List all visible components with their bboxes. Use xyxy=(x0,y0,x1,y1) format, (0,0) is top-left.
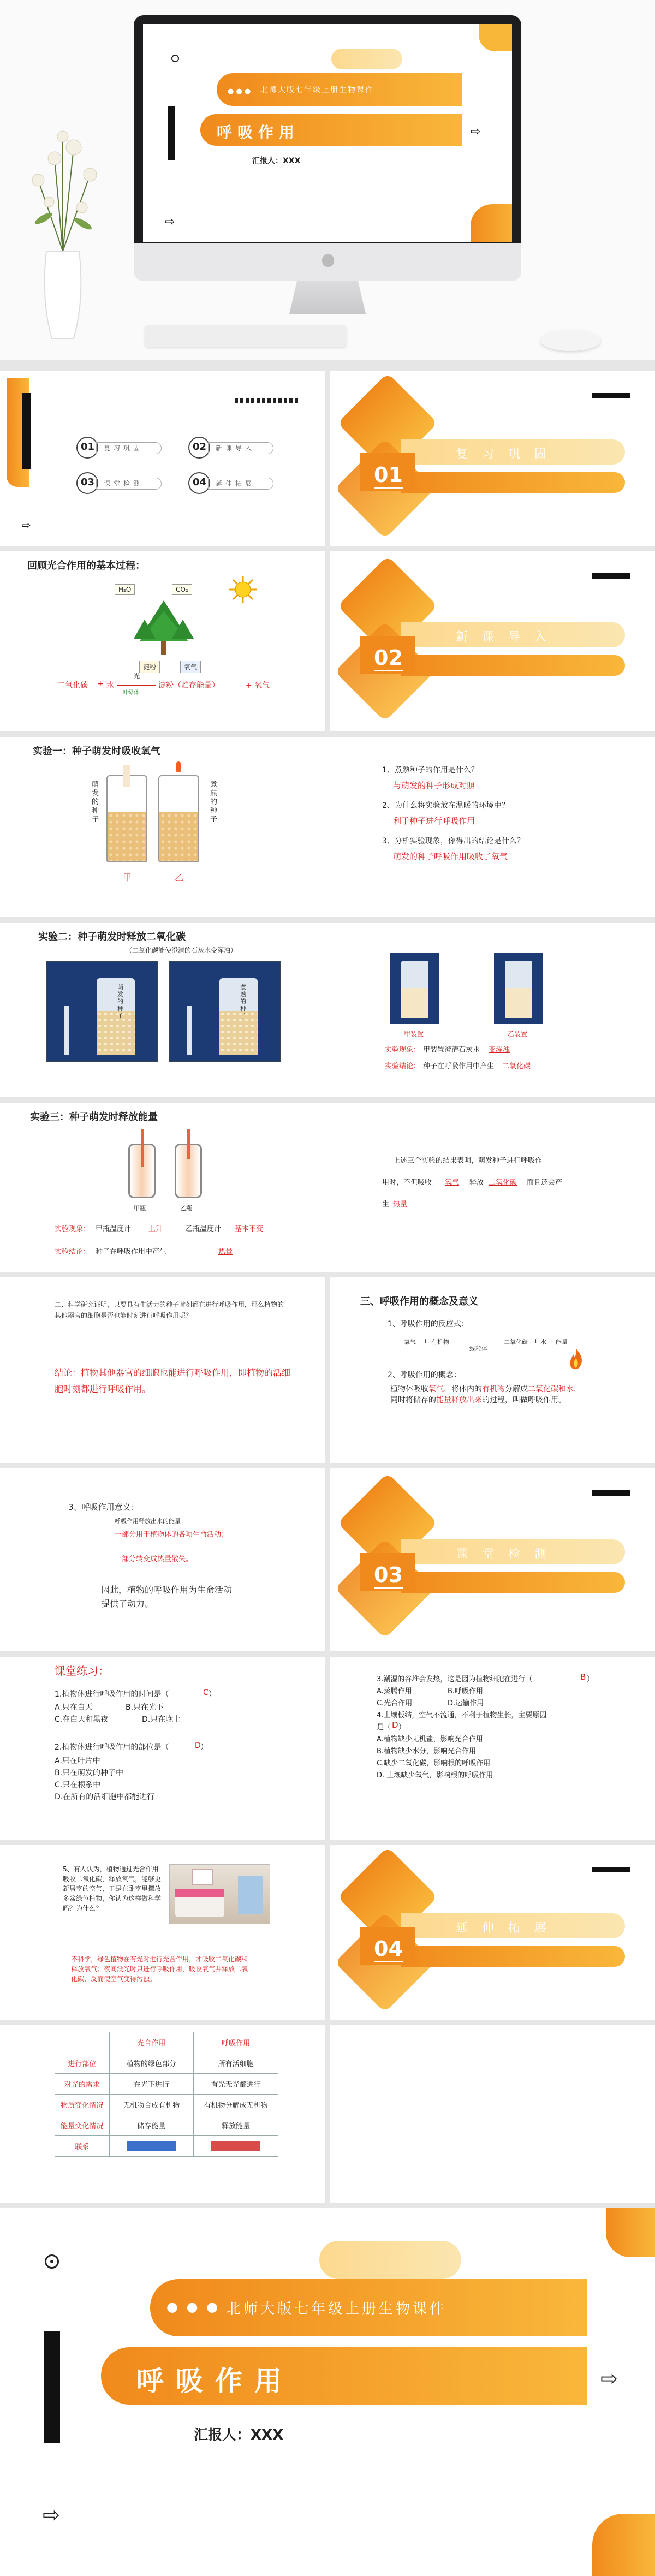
keyboard xyxy=(145,325,347,347)
thermos-a xyxy=(128,1144,156,1198)
compare-table xyxy=(55,2032,278,2157)
cover-title: 呼吸作用 xyxy=(217,123,300,141)
section-01-slide xyxy=(330,371,655,546)
target-icon xyxy=(171,55,179,62)
exp3-slide: 实验三：种子萌发时释放能量 甲瓶 乙瓶 实验现象： 甲瓶温度计 上升 乙瓶温度计 基本不变 实验结论： 种子在呼吸作用中产生 热量 上述三个实验的结果表明，萌发种子进行呼吸作 用时，不但吸收 氧气 释放 二氧化碳 而且还会产 生 热量 xyxy=(0,1103,655,1272)
toc-dots xyxy=(235,398,300,403)
cover-reporter: 汇报人：XXX xyxy=(252,157,301,165)
monitor-screen xyxy=(143,24,512,242)
section-02-slide xyxy=(330,551,655,731)
section-04-slide xyxy=(330,1845,655,2020)
exp1-jar-right xyxy=(158,775,199,862)
target-icon xyxy=(45,2254,59,2269)
cover-top-pill xyxy=(331,49,402,69)
bedroom-photo xyxy=(169,1864,270,1924)
compare-slide xyxy=(0,2025,325,2203)
corner-shape-tr xyxy=(479,24,512,51)
slide12: 5、有人认为，植物通过光合作用吸收二氧化碳，释放氧气，能够更新居室的空气，于是在卧室里摆放多盆绿色植物，你认为这样做科学吗？为什么？ 不科学，绿色植物在有光时进行光合作用，才吸收二氧化碳和释放氧气；夜间没光时只进行呼吸作用，吸收氧气并释放二氧化碳，反而使空气变得污浊。 xyxy=(0,1845,325,2020)
section-number: 03 xyxy=(374,1563,403,1589)
table-row: 能量变化情况 储存能量 释放能量 xyxy=(55,2115,278,2136)
toc-item-03: 03 课堂检测 xyxy=(76,472,169,494)
section-number: 04 xyxy=(374,1937,403,1962)
black-bar xyxy=(168,106,175,160)
corner-shape-br xyxy=(471,204,512,242)
section-03-slide xyxy=(330,1468,655,1651)
tree-icon xyxy=(134,598,194,658)
exp2-photo-4 xyxy=(494,953,543,1024)
thermos-b xyxy=(175,1144,202,1198)
blank-slide xyxy=(330,2025,655,2203)
exp2-photo-3 xyxy=(390,953,439,1024)
exp2-photo-2: 煮熟的种子 xyxy=(169,961,281,1062)
toc-slide xyxy=(0,371,325,546)
exp2-slide: 实验二：种子萌发时释放二氧化碳 （二氧化碳能使澄清的石灰水变浑浊） 萌发的种子 煮熟的种子 甲装置 乙装置 实验现象： 甲装置澄清石灰水 变浑浊 实验结论： 种子在呼吸作用中产生 二氧化碳 xyxy=(0,923,655,1097)
toc-item-01: 01 复习巩固 xyxy=(76,437,169,459)
arrow-right-icon: ⇨ xyxy=(43,2503,60,2527)
flame-icon xyxy=(568,1348,584,1370)
corner-shape-tr xyxy=(606,2208,655,2257)
arrow-right-icon: ⇨ xyxy=(22,519,31,532)
arrow-right-icon: ⇨ xyxy=(600,2366,618,2390)
slide9: 3、呼吸作用意义： 呼吸作用释放出来的能量： 一部分用于植物体的各项生命活动； 一部分转变成热量散失。 因此，植物的呼吸作用为生命活动 提供了动力。 xyxy=(0,1468,325,1651)
apple-logo-icon xyxy=(322,254,334,267)
cover-banner: ● ● ● 北师大版七年级上册生物课件 xyxy=(217,73,462,106)
corner-shape-br xyxy=(592,2514,655,2576)
table-row: 光合作用 呼吸作用 xyxy=(55,2032,278,2053)
vase-icon xyxy=(22,126,104,344)
cover-title-bar xyxy=(101,2347,587,2405)
table-row: 对光的需求 在光下进行 有光无光都进行 xyxy=(55,2074,278,2095)
quiz2-slide: 3.潮湿的谷堆会发热，这是因为植物细胞在进行（ B ） A.蒸腾作用 B.呼吸作用 C.光合作用 D.运输作用 4.土壤板结，空气不流通，不利于植物生长，主要原因 是（ D ） A.植物缺少无机盐，影响光合作用 B.植物缺少水分，影响光合作用 C.缺少二氧化碳，影响根的呼吸作用 D. 土壤缺少氧气，影响根的呼吸作用 xyxy=(330,1657,655,1840)
slide8: 三、呼吸作用的概念及意义 1、呼吸作用的反应式： 氧气 + 有机物 线粒体 二氧化碳 + 水 + 能量 2、呼吸作用的概念： 植物体吸收氧气，将体内的有机物分解成二氧化碳和水，同时将储存的能量释放出来的过程，叫做呼吸作用。 xyxy=(330,1277,655,1463)
slide7: 二、科学研究证明，只要具有生活力的种子时刻都在进行呼吸作用，那么植物的其他器官的细胞是否也能时刻进行呼吸作用呢？ 结论：植物其他器官的细胞也能进行呼吸作用，即植物的活细胞时刻都进行呼吸作用。 xyxy=(0,1277,325,1463)
toc-item-04: 04 延伸拓展 xyxy=(188,472,281,494)
photosynthesis-slide: 回顾光合作用的基本过程： H₂O CO₂ 淀粉 氧气 二氧化碳 + 水 光 叶绿体 淀粉（贮存能量） + 氧气 xyxy=(0,551,325,731)
quiz1-slide: 课堂练习： 1.植物体进行呼吸作用的时间是（ C ） A.只在白天 B.只在光下 C.在白天和黑夜 D.只在晚上 2.植物体进行呼吸作用的部位是（ D ） A.只在叶片中 B.只在萌发的种子中 C.只在根系中 D.在所有的活细胞中都能进行 xyxy=(0,1657,325,1840)
cover-banner: ● ● ● 北师大版七年级上册生物课件 xyxy=(150,2279,587,2336)
cover-banner-text: 北师大版七年级上册生物课件 xyxy=(227,2301,447,2317)
section-number: 02 xyxy=(374,646,403,671)
cover-top-pill xyxy=(319,2241,461,2279)
sun-icon xyxy=(229,576,257,603)
cover-banner-text: 北师大版七年级上册生物课件 xyxy=(260,86,374,94)
concept-definition: 植物体吸收氧气，将体内的有机物分解成二氧化碳和水，同时将储存的能量释放出来的过程，叫做呼吸作用。 xyxy=(390,1385,581,1405)
toc-item-02: 02 新课导入 xyxy=(188,437,281,459)
table-row: 物质变化情况 无机物合成有机物 有机物分解成无机物 xyxy=(55,2095,278,2115)
cover-title: 呼吸作用 xyxy=(136,2365,294,2397)
mouse xyxy=(540,330,600,351)
toc-black-bar xyxy=(22,393,31,469)
section-label: 课堂检测 xyxy=(456,1548,561,1561)
table-row: 进行部位 植物的绿色部分 所有活细胞 xyxy=(55,2053,278,2074)
section-label: 新课导入 xyxy=(456,630,561,644)
cover-mockup xyxy=(0,0,655,360)
exp2-photo-1: 萌发的种子 xyxy=(46,961,158,1062)
section-number: 01 xyxy=(374,463,403,489)
exp1-jar-left xyxy=(106,775,147,862)
black-bar xyxy=(44,2331,60,2443)
arrow-right-icon: ⇨ xyxy=(165,215,175,229)
section-label: 复习巩固 xyxy=(456,448,561,461)
cover-reporter: 汇报人：XXX xyxy=(194,2427,284,2443)
final-cover-slide xyxy=(0,2208,655,2576)
monitor-stand xyxy=(289,281,366,314)
equation-arrow xyxy=(117,685,156,686)
section-label: 延伸拓展 xyxy=(456,1921,561,1935)
arrow-right-icon: ⇨ xyxy=(471,125,481,139)
table-row: 联系 xyxy=(55,2136,278,2157)
exp1-slide: 实验一：种子萌发时吸收氧气 萌发的种子 煮熟的种子 甲 乙 1、煮熟种子的作用是什么？ 与萌发的种子形成对照 2、为什么将实验放在温暖的环境中？ 利于种子进行呼吸作用 3、分析实验现象，你得出的结论是什么？ 萌发的种子呼吸作用吸收了氧气 xyxy=(0,737,655,917)
cover-title-bar xyxy=(200,114,462,146)
